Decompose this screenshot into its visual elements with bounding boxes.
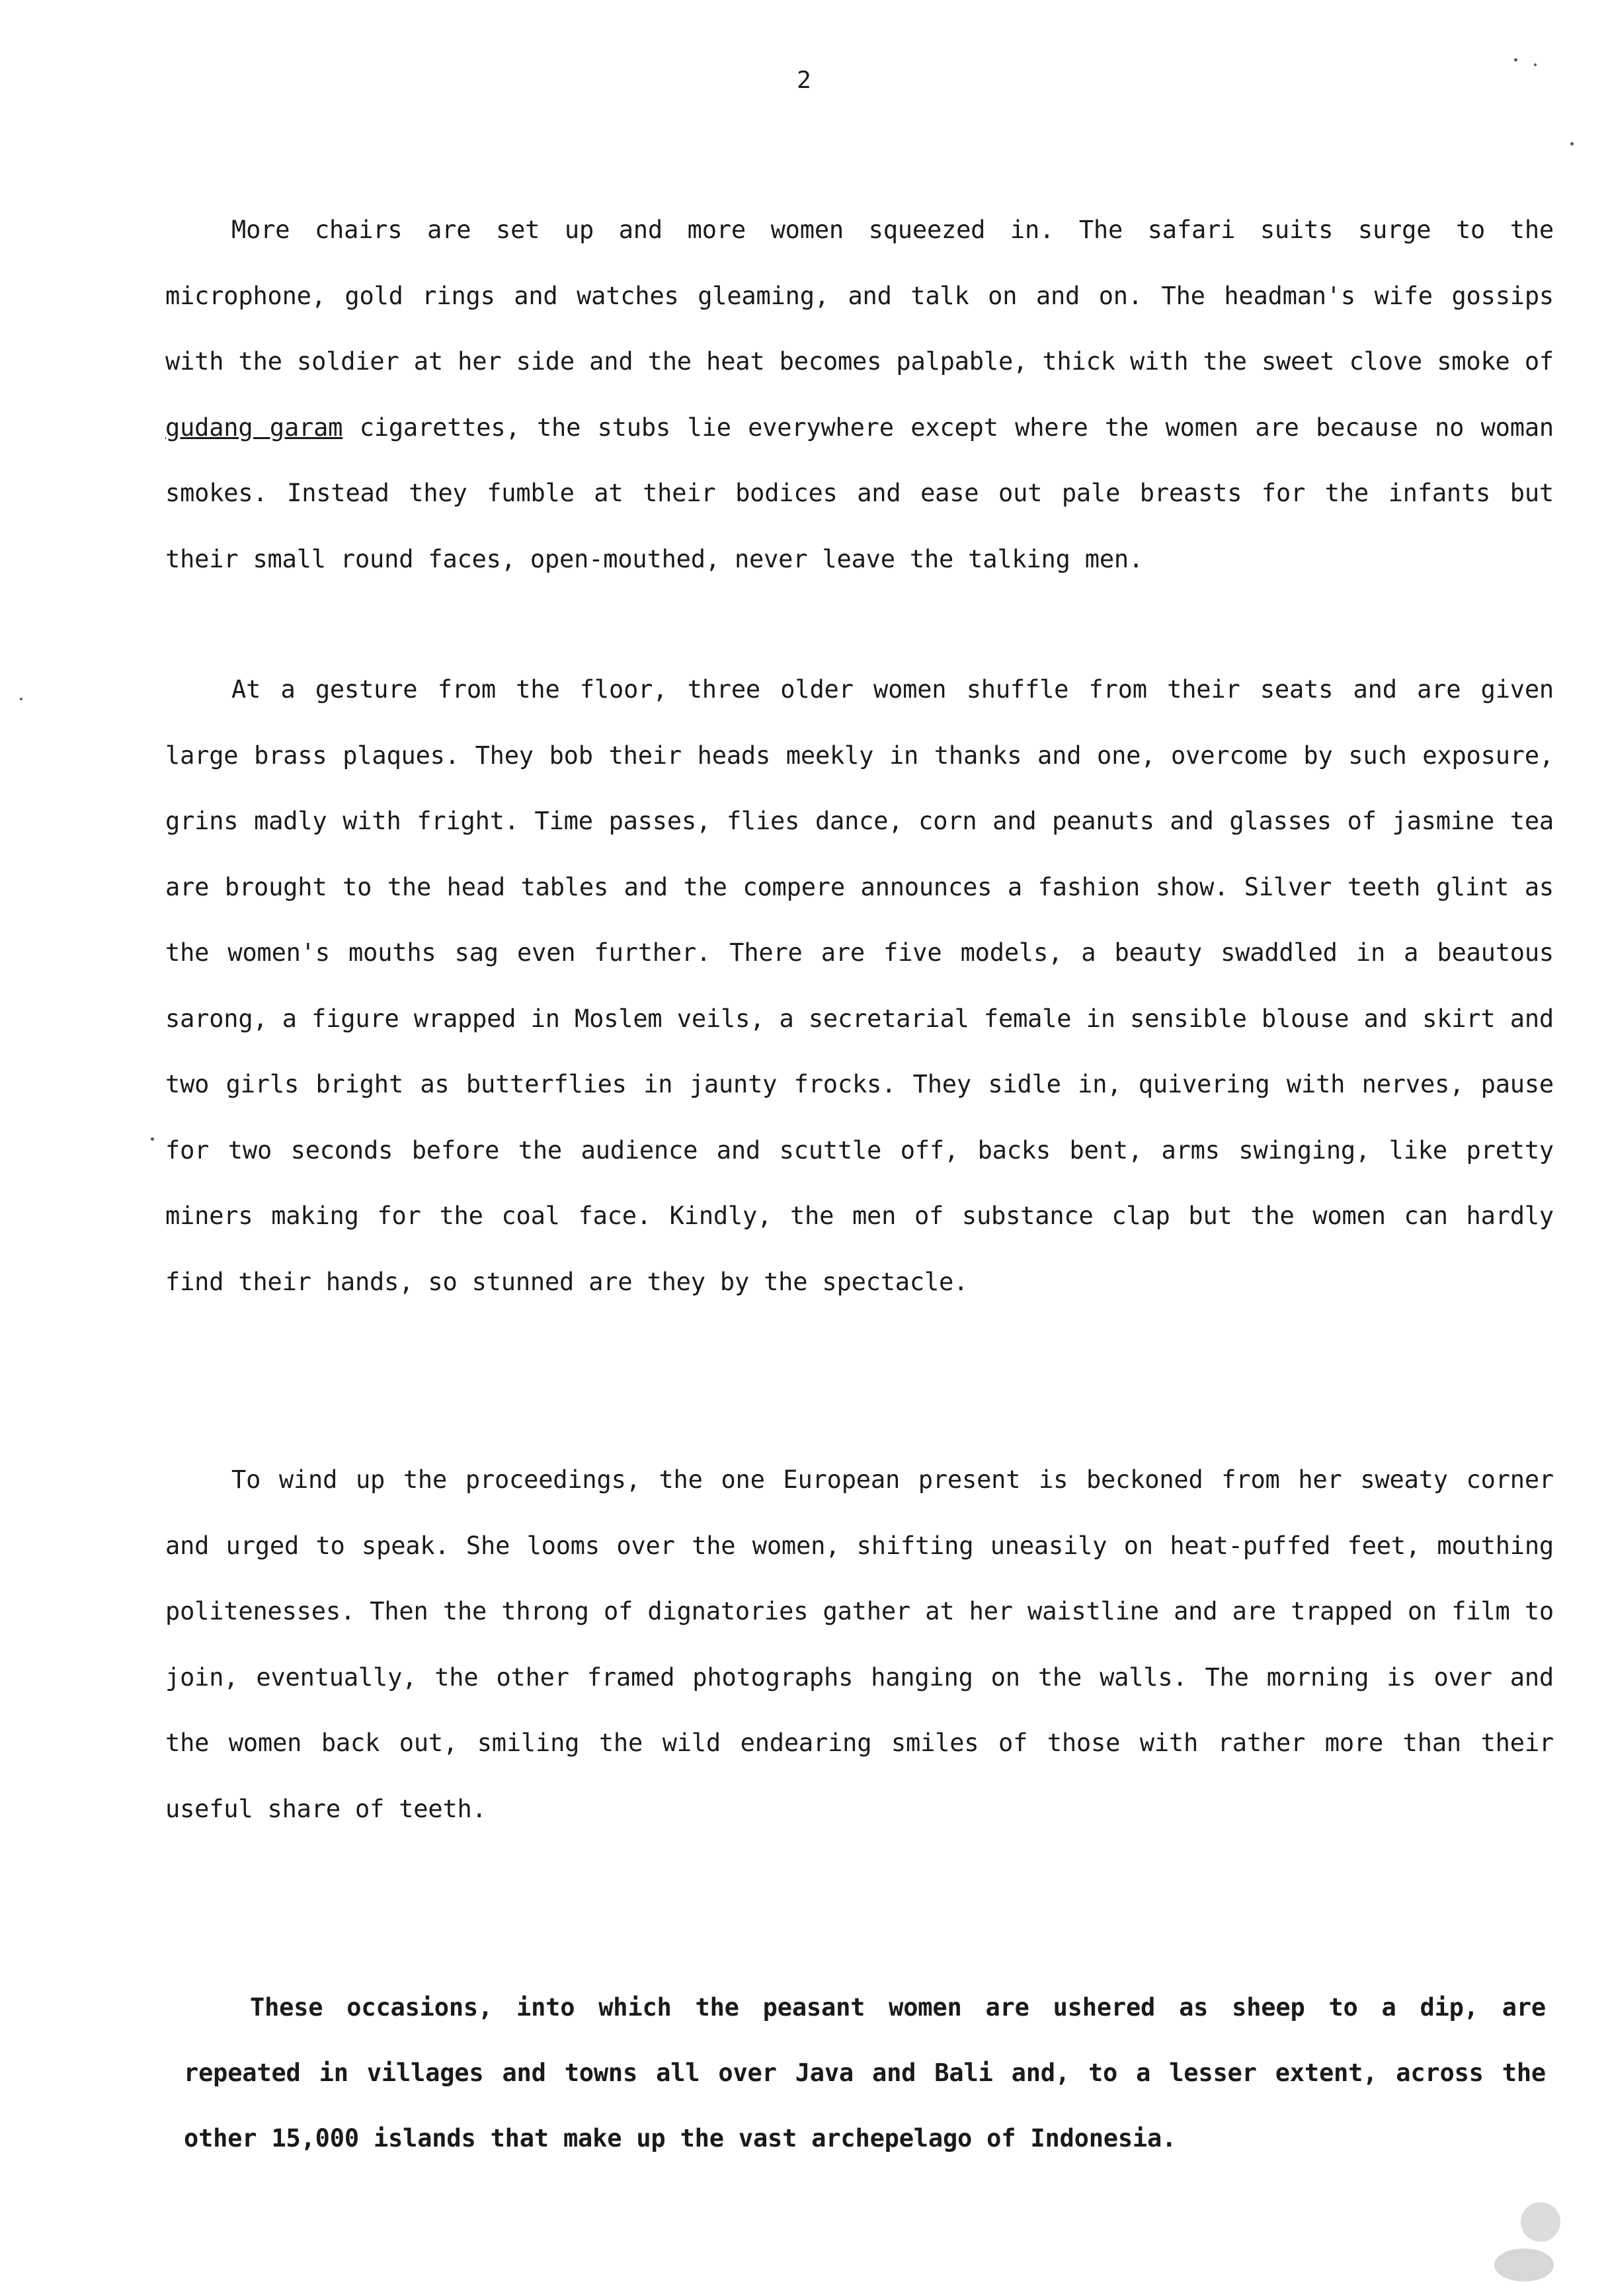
paragraph-1 [165, 197, 1554, 592]
paragraph-2-text: At a gesture from the floor, three older women shuffle from their seats and are given large brass plaques. They bob their heads meekly in thanks and one, overcome by such exposure, grins madly with fright. Time passes, flies dance, corn and peanuts and glasses of jasmine tea are brought to the head tables and the compere announces a fashion show. Silver teeth glint as the women's mouths sag even further. There are five models, a beauty swaddled in a beautous sarong, a figure wrapped in Moslem veils, a secretarial female in sensible blouse and skirt and two girls bright as butterflies in jaunty frocks. They sidle in, quivering with nerves, pause for two seconds before the audience and scuttle off, backs bent, arms swinging, like pretty miners making for the coal face. Kindly, the men of substance clap but the women can hardly find their hands, so stunned are they by the spectacle. [165, 675, 1554, 1296]
paragraph-1-text-a: More chairs are set up and more women squeezed in. The safari suits surge to the microphone, gold rings and watches gleaming, and talk on and on. The headman's wife gossips with the soldier at her side and the heat becomes palpable, thick with the sweet clove smoke of [165, 216, 1554, 376]
scan-speck [20, 698, 22, 700]
paragraph-1-text-b: cigarettes, the stubs lie everywhere except where the women are because no woman smokes. Instead they fumble at their bodices and ease out pale breasts for the infants but their small round faces, open-mouthed, never leave the talking men. [165, 413, 1554, 573]
paragraph-3 [165, 1447, 1554, 1842]
scan-speck [1534, 63, 1537, 66]
scan-speck [1570, 142, 1574, 145]
paragraph-4-text: These occasions, into which the peasant women are ushered as sheep to a dip, are repeated in villages and towns all over Java and Bali and, to a lesser extent, across the other 15,000 islands that make up the vast archepelago of Indonesia. [184, 1993, 1546, 2152]
paragraph-3-text: To wind up the proceedings, the one European present is beckoned from her sweaty corner and urged to speak. She looms over the women, shifting uneasily on heat-puffed feet, mouthing politenesses. Then the throng of dignatories gather at her waistline and are trapped on film to join, eventually, the other framed photographs hanging on the walls. The morning is over and the women back out, smiling the wild endearing smiles of those with rather more than their useful share of teeth. [165, 1465, 1554, 1823]
scan-speck [151, 1137, 154, 1141]
underlined-term: gudang garam [165, 413, 343, 442]
paragraph-4 [184, 1975, 1546, 2171]
scan-speck [1514, 58, 1517, 62]
scan-speck [1521, 2202, 1560, 2242]
paragraph-2 [165, 657, 1554, 1315]
scan-speck [1494, 2248, 1554, 2281]
page-number: 2 [797, 67, 811, 94]
